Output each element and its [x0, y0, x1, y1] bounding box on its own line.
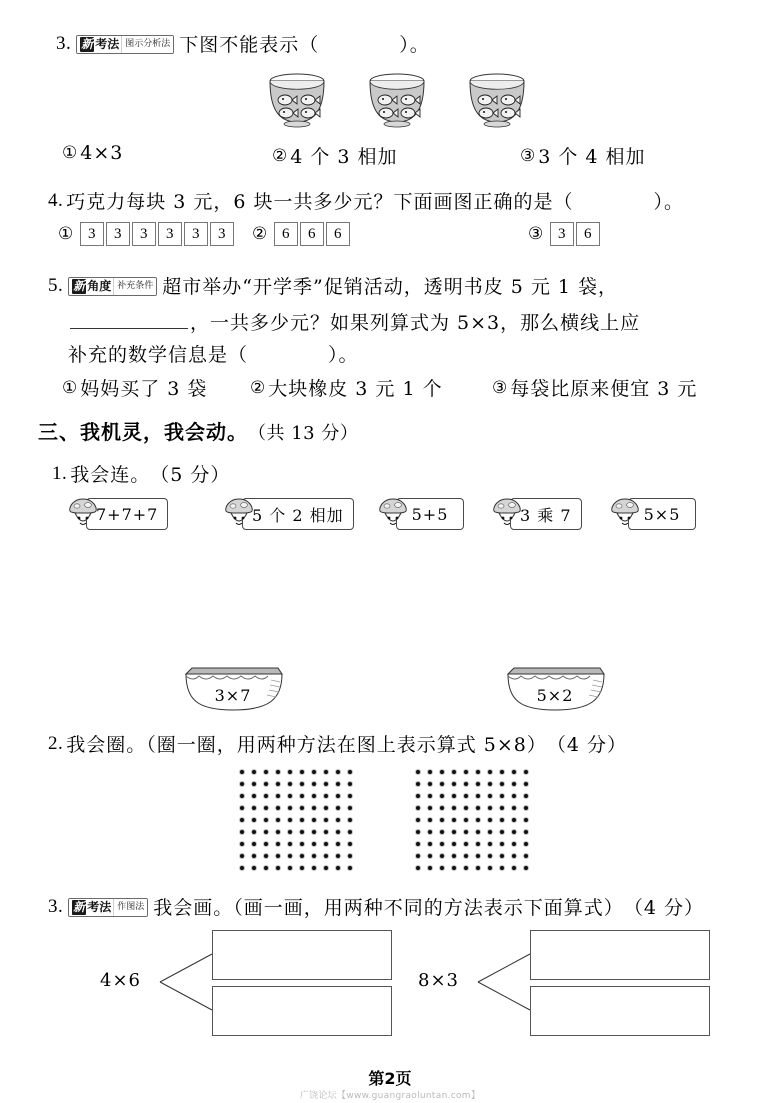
grid-dot	[344, 802, 356, 814]
badge-main-text	[77, 36, 121, 53]
grid-dot	[284, 814, 296, 826]
grid-dot	[260, 814, 272, 826]
grid-dot	[320, 826, 332, 838]
grid-dot	[248, 802, 260, 814]
answer-box[interactable]	[212, 930, 392, 980]
s3-q3-number: 3.	[48, 895, 64, 917]
match-card-label: 3 乘 7	[510, 498, 582, 530]
grid-dot	[320, 766, 332, 778]
grid-dot	[508, 814, 520, 826]
grid-dot	[472, 790, 484, 802]
badge-sub-text: 补充条件	[113, 278, 156, 295]
option-label: 每袋比原来便宜 3 元	[510, 378, 698, 400]
grid-dot	[308, 778, 320, 790]
grid-dot	[344, 778, 356, 790]
grid-dot	[332, 814, 344, 826]
grid-dot	[332, 790, 344, 802]
grid-dot	[332, 826, 344, 838]
grid-dot	[412, 778, 424, 790]
grid-dot	[448, 838, 460, 850]
grid-dot	[308, 826, 320, 838]
grid-dot	[284, 766, 296, 778]
grid-dot	[460, 862, 472, 874]
basket-left[interactable]	[178, 662, 288, 719]
grid-dot	[296, 814, 308, 826]
grid-dot	[448, 826, 460, 838]
grid-dot	[460, 850, 472, 862]
grid-dot	[520, 862, 532, 874]
option-marker: ①	[58, 224, 75, 244]
s3-q2-number: 2.	[48, 732, 64, 754]
match-card-label: 5+5	[396, 498, 464, 530]
page-number-footer: 第2页	[368, 1069, 412, 1088]
grid-dot	[436, 802, 448, 814]
grid-dot	[448, 766, 460, 778]
grid-dot	[424, 826, 436, 838]
match-card-label: 7+7+7	[86, 498, 168, 530]
grid-dot	[332, 838, 344, 850]
badge-new-angle	[68, 277, 157, 296]
number-box: 3	[158, 222, 182, 246]
option-marker: ③	[492, 377, 509, 398]
badge-new-exam-method-2	[68, 898, 148, 917]
grid-dot	[260, 802, 272, 814]
badge-inverse-char: 新	[73, 900, 86, 914]
grid-dot	[472, 850, 484, 862]
grid-dot	[248, 862, 260, 874]
grid-dot	[248, 766, 260, 778]
badge-main-rest: 考法	[95, 37, 120, 51]
grid-dot	[460, 802, 472, 814]
s3-q1-points: （5 分）	[150, 464, 231, 486]
grid-dot	[308, 838, 320, 850]
option-marker: ③	[520, 145, 537, 166]
badge-inverse-char: 新	[73, 279, 86, 293]
grid-dot	[508, 802, 520, 814]
s3-question-2-stem	[48, 730, 627, 757]
option-label: 3 个 4 相加	[538, 146, 646, 168]
number-box: 3	[210, 222, 234, 246]
grid-dot	[412, 838, 424, 850]
option-label: 4 个 3 相加	[290, 146, 398, 168]
grid-dot	[520, 802, 532, 814]
grid-dot	[260, 790, 272, 802]
grid-dot	[508, 826, 520, 838]
mushroom-icon	[492, 496, 522, 532]
grid-dot	[284, 778, 296, 790]
grid-dot	[296, 838, 308, 850]
fishbowl-icon	[258, 72, 336, 128]
grid-dot	[308, 850, 320, 862]
badge-new-exam-method	[76, 35, 174, 54]
option-marker: ①	[62, 143, 79, 163]
grid-dot	[436, 778, 448, 790]
grid-dot	[296, 790, 308, 802]
s3-q2-text: 我会圈。（圈一圈，用两种方法在图上表示算式 5×8）	[66, 734, 547, 756]
question-3-number: 3.	[56, 32, 72, 54]
grid-dot	[448, 778, 460, 790]
grid-dot	[296, 766, 308, 778]
grid-dot	[412, 790, 424, 802]
grid-dot	[496, 802, 508, 814]
expression-label: 8×3	[418, 970, 459, 991]
section-3-header	[38, 416, 358, 445]
question-5-line3: 补充的数学信息是（ ）。	[68, 344, 359, 366]
grid-dot	[496, 826, 508, 838]
answer-box[interactable]	[530, 986, 710, 1036]
grid-dot	[484, 778, 496, 790]
q4-option-1-boxes	[80, 222, 236, 246]
grid-dot	[424, 862, 436, 874]
grid-dot	[436, 862, 448, 874]
grid-dot	[436, 850, 448, 862]
question-5-line2: ，一共多少元？如果列算式为 5×3，那么横线上应	[190, 312, 641, 334]
q3-option-3[interactable]	[520, 142, 646, 169]
grid-dot	[496, 814, 508, 826]
grid-dot	[412, 862, 424, 874]
grid-dot	[472, 814, 484, 826]
match-card-2[interactable]	[224, 496, 354, 532]
grid-dot	[296, 826, 308, 838]
s3-q2-points: （4 分）	[546, 734, 628, 756]
grid-dot	[260, 838, 272, 850]
question-5-stem-line1	[48, 272, 618, 299]
grid-dot	[448, 802, 460, 814]
grid-dot	[260, 766, 272, 778]
question-5-line1: 超市举办“开学季”促销活动，透明书皮 5 元 1 袋，	[162, 276, 619, 298]
match-card-label: 5×5	[628, 498, 696, 530]
grid-dot	[296, 778, 308, 790]
q4-option-2[interactable]	[252, 222, 352, 246]
grid-dot	[296, 850, 308, 862]
grid-dot	[460, 814, 472, 826]
forum-watermark: 广饶论坛【www.guangraoluntan.com】	[299, 1091, 481, 1101]
grid-dot	[236, 790, 248, 802]
badge-sub-text: 图示分析法	[121, 36, 173, 53]
grid-dot	[484, 826, 496, 838]
grid-dot	[236, 826, 248, 838]
grid-dot	[344, 814, 356, 826]
grid-dot	[344, 862, 356, 874]
grid-dot	[320, 802, 332, 814]
grid-dot	[284, 850, 296, 862]
grid-dot	[260, 862, 272, 874]
option-label: 4×3	[80, 142, 124, 164]
grid-dot	[284, 862, 296, 874]
grid-dot	[448, 814, 460, 826]
question-3-text: 下图不能表示（ ）。	[179, 34, 430, 56]
grid-dot	[320, 838, 332, 850]
grid-dot	[236, 766, 248, 778]
number-box: 3	[132, 222, 156, 246]
grid-dot	[272, 802, 284, 814]
grid-dot	[308, 862, 320, 874]
s3-q1-text: 我会连。	[70, 464, 151, 486]
answer-box[interactable]	[212, 986, 392, 1036]
grid-dot	[496, 850, 508, 862]
grid-dot	[284, 790, 296, 802]
grid-dot	[412, 826, 424, 838]
grid-dot	[284, 838, 296, 850]
grid-dot	[260, 850, 272, 862]
q5-option-2[interactable]	[250, 374, 443, 401]
grid-dot	[436, 826, 448, 838]
number-box: 6	[300, 222, 324, 246]
grid-dot	[520, 826, 532, 838]
grid-dot	[272, 814, 284, 826]
s3-q1-number: 1.	[52, 462, 68, 484]
grid-dot	[484, 790, 496, 802]
option-label: 妈妈买了 3 袋	[80, 378, 208, 400]
q3-option-2[interactable]	[272, 142, 398, 169]
grid-dot	[424, 814, 436, 826]
grid-dot	[296, 862, 308, 874]
grid-dot	[332, 850, 344, 862]
grid-dot	[344, 790, 356, 802]
grid-dot	[472, 862, 484, 874]
match-card-3[interactable]	[378, 496, 464, 532]
grid-dot	[320, 862, 332, 874]
grid-dot	[496, 790, 508, 802]
grid-dot	[284, 802, 296, 814]
grid-dot	[248, 790, 260, 802]
basket-right[interactable]	[500, 662, 610, 719]
grid-dot	[484, 850, 496, 862]
grid-dot	[272, 850, 284, 862]
number-box: 3	[550, 222, 574, 246]
grid-dot	[424, 802, 436, 814]
number-box: 6	[274, 222, 298, 246]
grid-dot	[332, 802, 344, 814]
grid-dot	[460, 838, 472, 850]
grid-dot	[412, 766, 424, 778]
grid-dot	[344, 766, 356, 778]
fill-in-blank[interactable]	[70, 314, 188, 329]
grid-dot	[436, 790, 448, 802]
grid-dot	[424, 790, 436, 802]
grid-dot	[508, 838, 520, 850]
badge-inverse-char: 新	[81, 37, 94, 51]
fishbowl-icon	[358, 72, 436, 128]
grid-dot	[520, 790, 532, 802]
grid-dot	[320, 814, 332, 826]
grid-dot	[436, 814, 448, 826]
mushroom-icon	[610, 496, 640, 532]
q3-option-1[interactable]	[62, 142, 123, 164]
bracket-lines	[474, 928, 534, 1036]
match-card-4[interactable]	[492, 496, 582, 532]
grid-dot	[424, 850, 436, 862]
grid-dot	[508, 778, 520, 790]
grid-dot	[308, 814, 320, 826]
number-box: 3	[80, 222, 104, 246]
number-box: 3	[184, 222, 208, 246]
basket-label: 5×2	[536, 686, 574, 705]
grid-dot	[308, 790, 320, 802]
grid-dot	[520, 850, 532, 862]
grid-dot	[248, 826, 260, 838]
s3-question-1-stem	[52, 460, 230, 487]
section-3-points: （共 13 分）	[248, 423, 359, 444]
grid-dot	[520, 778, 532, 790]
grid-dot	[520, 766, 532, 778]
grid-dot	[272, 862, 284, 874]
grid-dot	[496, 778, 508, 790]
q4-option-3[interactable]	[528, 222, 602, 246]
grid-dot	[472, 826, 484, 838]
grid-dot	[272, 778, 284, 790]
s3-q3-points: （4 分）	[623, 897, 704, 919]
fishbowl-icon	[458, 72, 536, 128]
answer-box[interactable]	[530, 930, 710, 980]
grid-dot	[472, 778, 484, 790]
grid-dot	[460, 778, 472, 790]
q4-option-1[interactable]	[58, 222, 236, 246]
grid-dot	[236, 838, 248, 850]
option-marker: ②	[252, 224, 269, 244]
grid-dot	[344, 838, 356, 850]
question-5-number: 5.	[48, 274, 64, 296]
match-card-1[interactable]	[68, 496, 168, 532]
grid-dot	[320, 850, 332, 862]
badge-main-text	[69, 899, 113, 916]
mushroom-icon	[224, 496, 254, 532]
grid-dot	[496, 838, 508, 850]
number-box: 6	[326, 222, 350, 246]
option-marker: ②	[250, 377, 267, 398]
expression-label: 4×6	[100, 970, 141, 991]
grid-dot	[248, 838, 260, 850]
grid-dot	[460, 790, 472, 802]
grid-dot	[332, 778, 344, 790]
grid-dot	[332, 862, 344, 874]
grid-dot	[344, 826, 356, 838]
draw-bracket-group-left	[100, 928, 390, 1036]
grid-dot	[508, 790, 520, 802]
grid-dot	[320, 790, 332, 802]
grid-dot	[236, 778, 248, 790]
dot-grid-left[interactable]	[236, 766, 356, 874]
grid-dot	[260, 778, 272, 790]
grid-dot	[236, 862, 248, 874]
grid-dot	[508, 862, 520, 874]
badge-main-text	[69, 278, 113, 295]
question-4-number: 4.	[48, 189, 64, 211]
dot-grid-right[interactable]	[412, 766, 532, 874]
question-3-stem	[56, 30, 430, 57]
mushroom-icon	[378, 496, 408, 532]
grid-dot	[344, 850, 356, 862]
grid-dot	[448, 790, 460, 802]
grid-dot	[508, 766, 520, 778]
grid-dot	[448, 862, 460, 874]
question-4-text: 巧克力每块 3 元，6 块一共多少元？下面画图正确的是（ ）。	[66, 191, 685, 213]
grid-dot	[424, 778, 436, 790]
grid-dot	[496, 862, 508, 874]
grid-dot	[284, 826, 296, 838]
grid-dot	[520, 814, 532, 826]
badge-sub-text: 作图法	[113, 899, 147, 916]
grid-dot	[248, 814, 260, 826]
grid-dot	[272, 790, 284, 802]
grid-dot	[484, 802, 496, 814]
grid-dot	[296, 802, 308, 814]
grid-dot	[472, 766, 484, 778]
question-5-stem-line2	[68, 308, 640, 335]
question-4-stem	[48, 187, 684, 214]
grid-dot	[520, 838, 532, 850]
grid-dot	[484, 814, 496, 826]
badge-main-rest: 考法	[87, 900, 112, 914]
grid-dot	[272, 826, 284, 838]
option-marker: ①	[62, 377, 79, 398]
s3-q3-text: 我会画。（画一画，用两种不同的方法表示下面算式）	[153, 897, 624, 919]
s3-question-3-stem	[48, 893, 704, 920]
grid-dot	[236, 802, 248, 814]
number-box: 3	[106, 222, 130, 246]
option-marker: ③	[528, 224, 545, 244]
grid-dot	[272, 766, 284, 778]
option-label: 大块橡皮 3 元 1 个	[268, 378, 443, 400]
mushroom-icon	[68, 496, 98, 532]
section-3-title: 三、我机灵，我会动。	[38, 420, 248, 444]
grid-dot	[484, 838, 496, 850]
grid-dot	[260, 826, 272, 838]
grid-dot	[236, 814, 248, 826]
grid-dot	[248, 778, 260, 790]
grid-dot	[308, 766, 320, 778]
q4-option-3-boxes	[550, 222, 602, 246]
match-card-5[interactable]	[610, 496, 696, 532]
grid-dot	[272, 838, 284, 850]
q5-option-3[interactable]	[492, 374, 697, 401]
grid-dot	[332, 766, 344, 778]
grid-dot	[460, 766, 472, 778]
grid-dot	[424, 838, 436, 850]
draw-bracket-group-right	[418, 928, 708, 1036]
grid-dot	[484, 862, 496, 874]
option-marker: ②	[272, 145, 289, 166]
grid-dot	[472, 802, 484, 814]
grid-dot	[436, 838, 448, 850]
grid-dot	[424, 766, 436, 778]
basket-label: 3×7	[214, 686, 252, 705]
grid-dot	[308, 802, 320, 814]
grid-dot	[412, 850, 424, 862]
number-box: 6	[576, 222, 600, 246]
grid-dot	[412, 814, 424, 826]
grid-dot	[412, 802, 424, 814]
question-5-stem-line3	[68, 340, 359, 367]
grid-dot	[508, 850, 520, 862]
grid-dot	[484, 766, 496, 778]
q4-option-2-boxes	[274, 222, 352, 246]
grid-dot	[472, 838, 484, 850]
bracket-lines	[156, 928, 216, 1036]
badge-main-rest: 角度	[87, 279, 112, 293]
grid-dot	[448, 850, 460, 862]
fishbowl-figure-group	[258, 72, 536, 128]
grid-dot	[236, 850, 248, 862]
grid-dot	[460, 826, 472, 838]
grid-dot	[248, 850, 260, 862]
q5-option-1[interactable]	[62, 374, 207, 401]
grid-dot	[436, 766, 448, 778]
grid-dot	[496, 766, 508, 778]
grid-dot	[320, 778, 332, 790]
match-card-label: 5 个 2 相加	[242, 498, 354, 530]
